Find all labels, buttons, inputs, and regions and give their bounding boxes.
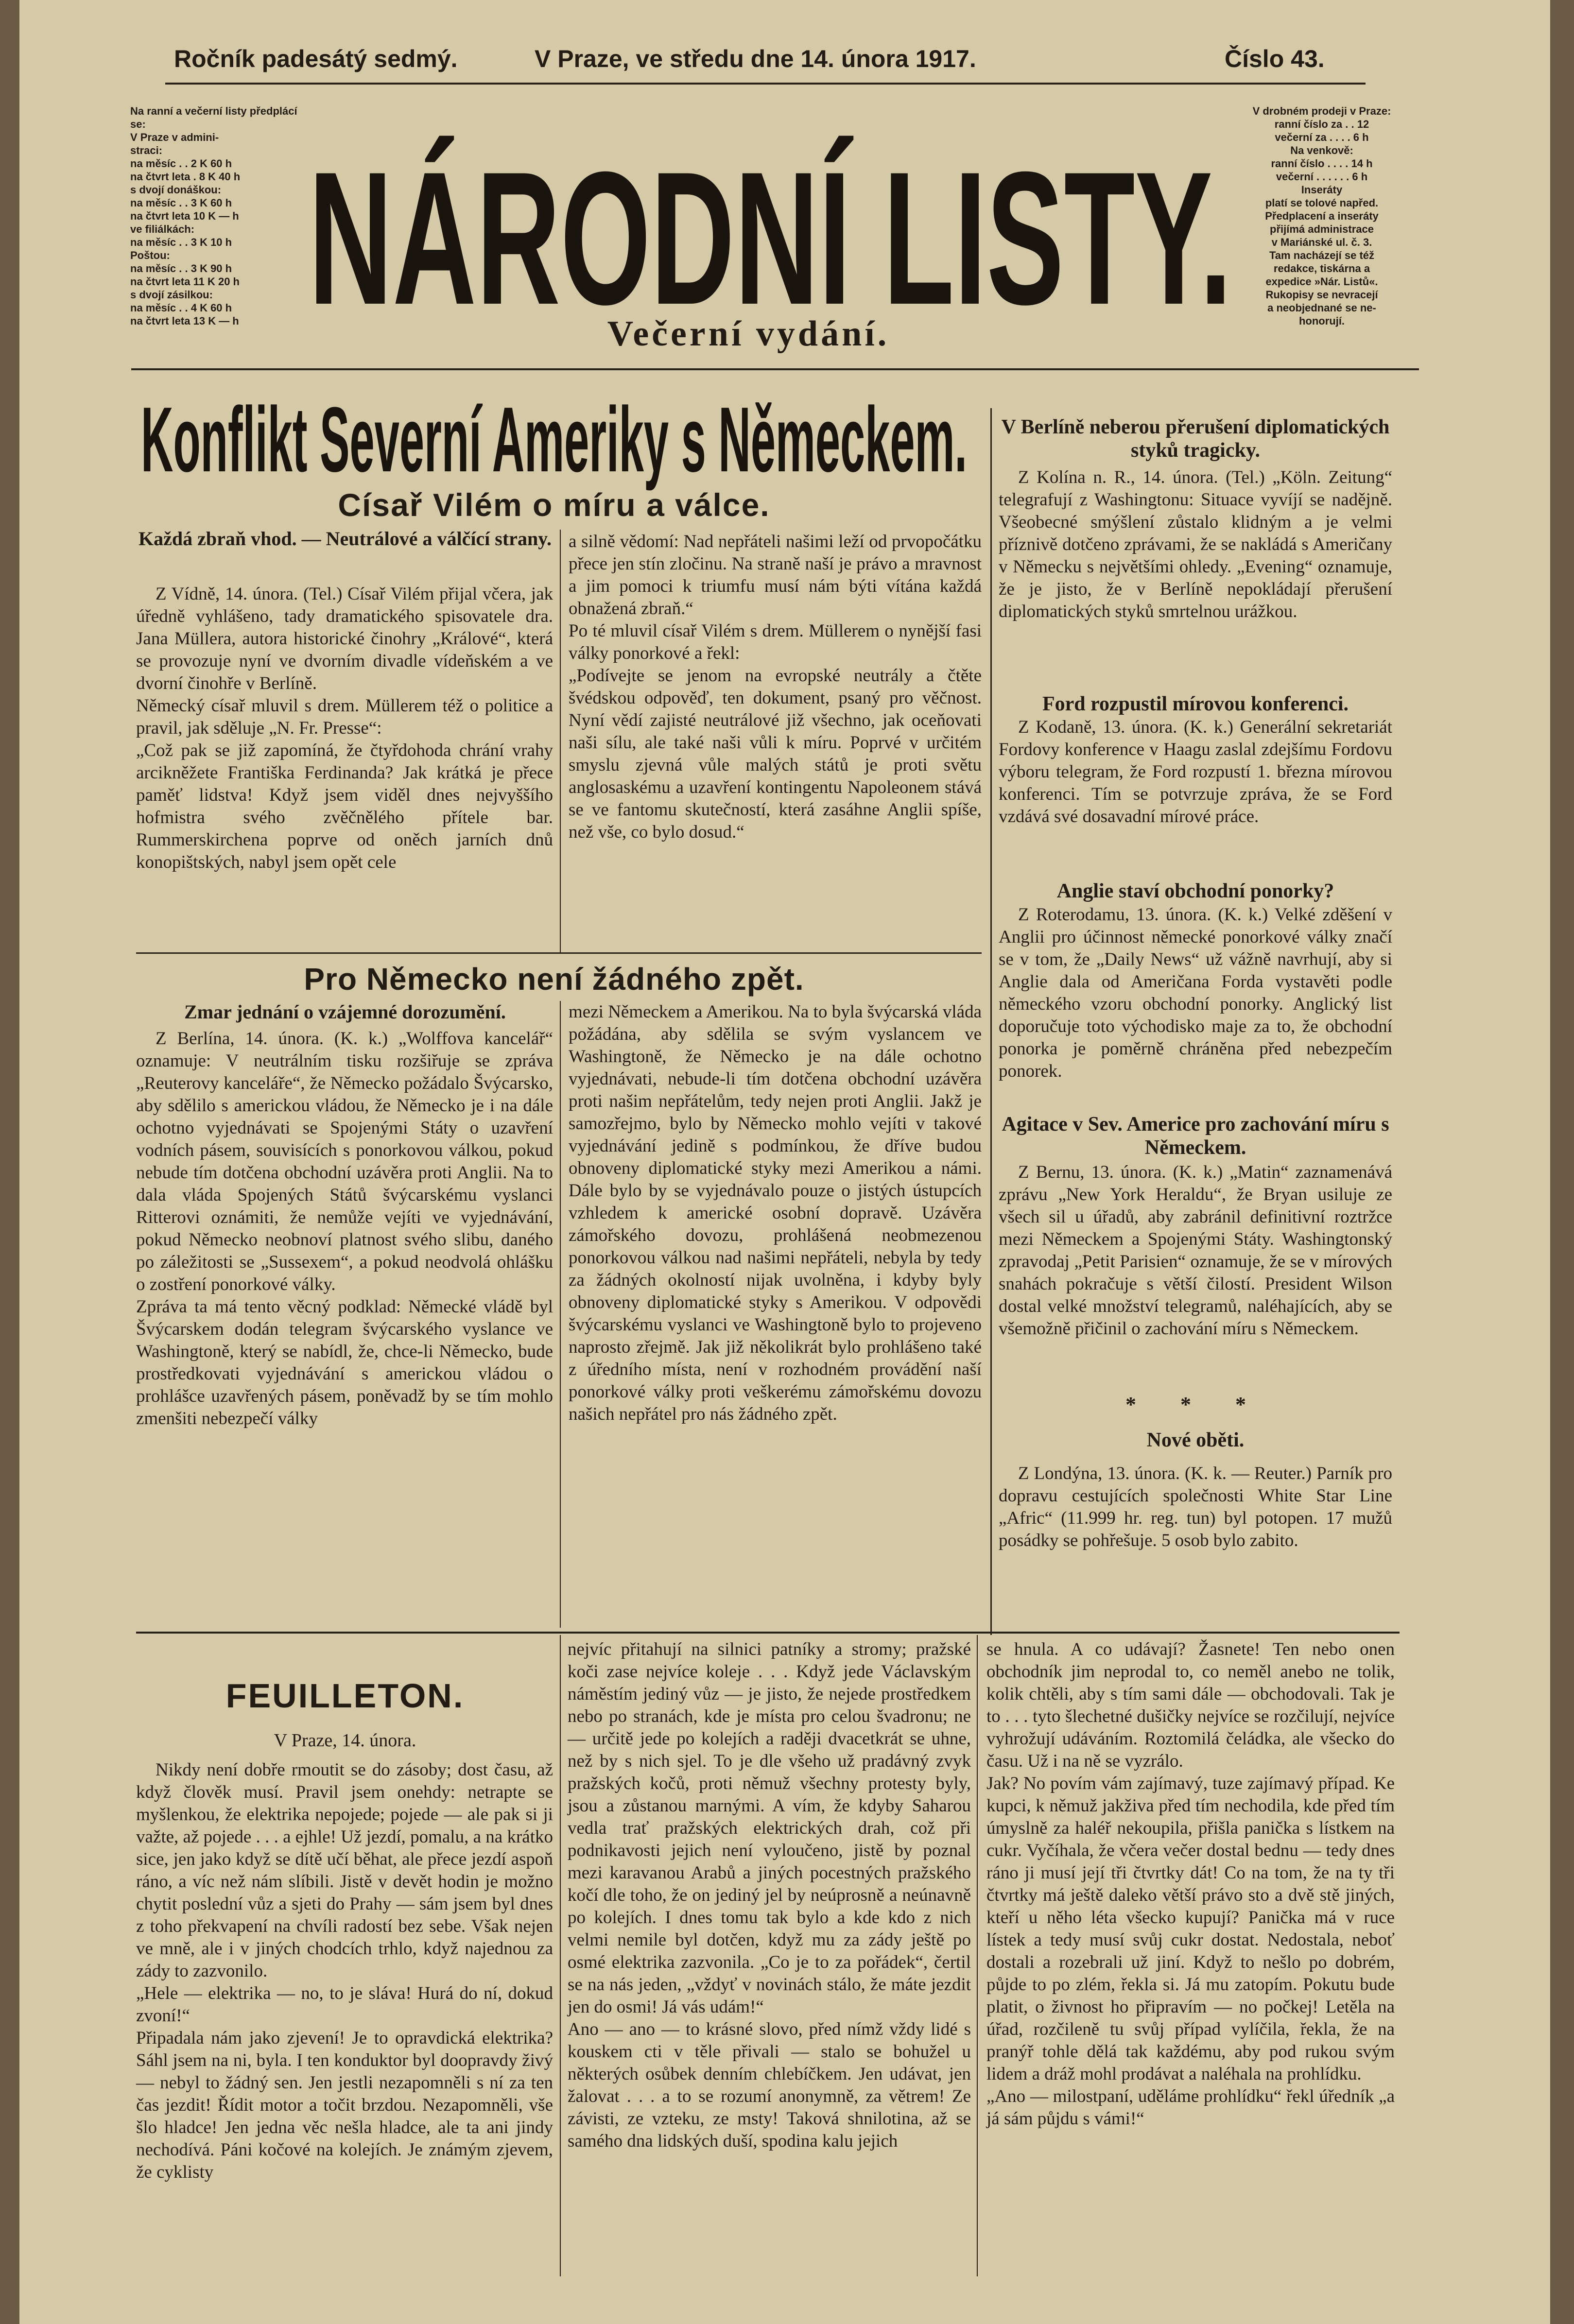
separator-stars: * * * xyxy=(1125,1393,1265,1416)
section2-subhead: Zmar jednání o vzájemné dorozumění. xyxy=(184,1001,506,1023)
feuilleton-title: FEUILLETON. xyxy=(225,1677,465,1715)
masthead-rule xyxy=(131,368,1419,370)
right-head-1: V Berlíně neberou přerušení diplomatických styků tragicky. xyxy=(1001,416,1390,462)
masthead-title: NÁRODNÍ LISTY. xyxy=(309,132,1232,344)
article1-col2: a silně vědomí: Nad nepřáteli našimi leží od prvopočátku přece jen stín zločinu. Na straně naší je právo a mravnost a jim pomoci k triumfu musí nám býti vítána každá obnažená zbraň.“ Po té mluvil císař Vilém s drem. Müllerem o nynější fasi války ponorkové a řekl: „Podívejte se jenom na evropské neutrály a čtěte švédskou odpověď, ten dokument, psaný pro věčnost. Nyní vědí zajisté neutrálové již všechno, jak oceňovati naši sílu, ale také naši vůli k míru. Poprvé v určitém smyslu zjevná vůle malých států je proti světu anglosaskému a uzavření kontingentu Napoleonem stává se ve fantomu skutečností, která zasáhne Anglii spíše, než vše, co bylo dosud.“ xyxy=(569,532,982,842)
right-head-4: Agitace v Sev. Americe pro zachování míru s Německem. xyxy=(1002,1113,1389,1159)
right-article-2: Z Kodaně, 13. února. (K. k.) Generální sekretariát Fordovy konference v Haagu zaslal zdejšímu Fordovu výboru telegram, že Ford rozpustí 1. března mírovou konferenci. Tím se potvrzuje zpráva, že se Ford vzdává své dosavadní mírové práce. xyxy=(999,717,1392,826)
feuilleton-col-rule-1 xyxy=(560,1635,561,2276)
feuilleton-col2: nejvíc přitahují na silnici patníky a stromy; pražské koči zase nejvíce koleje . . . Když jede Václavským náměstím jediný vůz — je jisto, že nejede prostředkem nebo po stranách, kde je místa pro celou švadronu; ne — určitě jede po kolejích a raději dvacetkrát se uhne, než by s nich sjel. To je dle všeho už pradávný zvyk pražských kočů, proti němuž všechny protesty byly, jsou a zůstanou marnými. A vím, že kdyby Saharou vedla trať pražských elektrických drah, což při podnikavosti jejich není vyloučeno, jistě by poznal mezi karavanou Arabů a jiných pocestných pražského kočí dle toho, že on jediný jel by neúprosně a neúnavně po kolejích. I dnes tomu tak bylo a kde kdo z nich velmi nemile byl dotčen, když mu za zády ještě po osmé elektrika zazvonila. „Co je to za pořádek“, čertil se na nás jeden, „vždyť v novinách stálo, že máte jezdit jen do osmi! Já vás udám!“ Ano — ano — to krásné slovo, před nímž vždy lidé s kouskem cti v těle přivali — stalo se bohužel u některých osůbek denním chlebíčkem. Jen udávat, jen žalovat . . . a to se rozumí anonymně, za větrem! Ze závisti, ze vzteku, ze msty! Taková shnilotina, až se samého dna lidských duší, spodina kalu jejich xyxy=(568,1639,971,2151)
article2-col1: Z Berlína, 14. února. (K. k.) „Wolffova kancelář“ oznamuje: V neutrálním tisku rozšiřuje se zpráva „Reuterovy kanceláře“, že Německo požádalo Švýcarsko, aby sdělilo s americkou vládou, že Německo je i na dále ochotno vyjednávati se Spojenými Státy o uzavření vodních pásem, souvisících s ponorkovou válkou, pokud nebude tím dotčena obchodní uzávěra proti Anglii. Na to dala vláda Spojených Států švýcarskému vyslanci Ritterovi oznámiti, že nemůže vejíti ve vyjednávání, pokud Německo neobnoví platnost svého slibu, daného po záležitosti se „Sussexem“, a pokud neodvolá ohlášku o zostření ponorkové války. Zpráva ta má tento věcný podklad: Německé vládě byl Švýcarskem dodán telegram švýcarského vyslance ve Washingtoně, který se nabídl, že, chce-li Německo, bude prostředkovati vyjednávání s americkou vládou o prohlášce uzavřených pásem, poněvadž by se tím mohlo zmenšiti nebezpečí války xyxy=(136,1029,553,1429)
section-rule xyxy=(136,952,982,954)
main-subhead: Císař Vilém o míru a válce. xyxy=(338,487,770,523)
subscription-box: Na ranní a večerní listy předplácí se: V Praze v admini- straci: na měsíc . . 2 K 60 h na čtvrt leta . 8 K 40 h s dvojí donáškou: na měsíc . . 3 K 60 h na čtvrt leta 10 K — h ve filiálkách: na měsíc . . 3 K 10 h Poštou: na měsíc . . 3 K 90 h na čtvrt leta 11 K 20 h s dvojí zásilkou: na měsíc . . 4 K 60 h na čtvrt leta 13 K — h xyxy=(130,105,297,327)
right-article-1: Z Kolína n. R., 14. února. (Tel.) „Köln. Zeitung“ telegrafují z Washingtonu: Situace vyvíjí se nadějně. Všeobecné smýšlení zůstalo klidným a je velmi příznivě dotčeno zprávami, že se nakládá s Američany v Německu s největšími ohledy. „Evening“ oznamuje, že je jisto, že v Berlíně nepokládají přerušení diplomatických styků smrtelnou urážkou. xyxy=(999,467,1392,621)
edition-label: Večerní vydání. xyxy=(607,314,890,354)
newspaper-page xyxy=(19,0,1550,2324)
section2-head: Pro Německo není žádného zpět. xyxy=(304,962,804,997)
article2-col2: mezi Německem a Amerikou. Na to byla švýcarská vláda požádána, aby sdělila se svým vyslancem ve Washingtoně, že Německo je na dále ochotno vyjednávati, nebude-li tím dotčena obchodní uzávěra proti našim nepřátelům, tedy nejen proti Anglii. Jakž je samozřejmo, bylo by Německo mohlo vejíti v takové vyjednávání jedině s podmínkou, že dříve budou obnoveny diplomatické styky mezi Amerikou a námi. Dále bylo by se vyjednávalo pouze o jistých ústupcích vzhledem k americké osobní dopravě. Uzávěra zámořského dovozu, prohlášená neobmezenou ponorkovou válkou nad našimi nepřáteli, nebyla by tedy za žádných okolností nijak uvolněna, i kdyby byly obnoveny diplomatické styky s Amerikou. V odpovědi švýcarskému vyslanci ve Washingtoně bylo to projeveno naprosto zřejmě. Jak již několikrát bylo prohlášeno také z úředního místa, není v rozhodném provádění naší ponorkové války proti veškerému zámořskému dovozu našich nepřátel pro nás žádného zpět. xyxy=(569,1002,982,1424)
issue-number: Číslo 43. xyxy=(1225,45,1325,72)
article1-col1: Z Vídně, 14. února. (Tel.) Císař Vilém přijal včera, jak úředně vyhlášeno, tady dramatického spisovatele dra. Jana Müllera, autora historické činohry „Králové“, která se provozuje nyní ve dvorním divadle vídeňském a ve dvorní činohře v Berlíně. Německý císař mluvil s drem. Müllerem též o politice a pravil, jak sděluje „N. Fr. Presse“: „Což pak se již zapomíná, že čtyřdohoda chrání vrahy arcikněžete Františka Ferdinanda? Jak krátká je přece paměť lidstva! Když jsem viděl dnes nejvyššího hofmistra svého zvěčnělého přítele bar. Rummerskirchena poprve od oněch jarních dnů konopištských, nabyl jsem opět cele xyxy=(136,584,553,872)
volume-label: Ročník padesátý sedmý. xyxy=(174,45,458,72)
feuilleton-rule xyxy=(136,1632,1400,1634)
right-article-5: Z Londýna, 13. února. (K. k. — Reuter.) Parník pro dopravu cestujících společnosti White Star Line „Afric“ (11.999 hr. reg. tun) byl potopen. 17 mužů posádky se pohřešuje. 5 osob bylo zabito. xyxy=(999,1463,1392,1550)
col-rule-2 xyxy=(560,1001,561,1628)
column-rule xyxy=(990,408,992,1635)
right-head-2: Ford rozpustil mírovou konferenci. xyxy=(1042,693,1349,715)
feuilleton-col-rule-2 xyxy=(977,1635,978,2276)
right-article-4: Z Bernu, 13. února. (K. k.) „Matin“ zaznamenává zprávu „New York Heraldu“, že Bryan usiluje ze všech sil u úřadů, aby zabránil definitivní roztržce mezi Německem a Spojenými Státy. Washingtonský zpravodaj „Petit Parisien“ oznamuje, že se v mírových snahách pokračuje s větší čilostí. President Wilson dostal velké množství telegramů, naléhajících, aby se všemožně přičinil o zachování míru s Německem. xyxy=(999,1162,1392,1339)
col-rule xyxy=(560,530,561,952)
main-headline: Konflikt Severní Ameriky s Německem. xyxy=(141,388,967,491)
right-head-3: Anglie staví obchodní ponorky? xyxy=(1056,880,1334,902)
dateline: V Praze, ve středu dne 14. února 1917. xyxy=(535,45,976,72)
feuilleton-col3: se hnula. A co udávají? Žasnete! Ten nebo onen obchodník jim neprodal to, co neměl anebo ne tolik, kolik chtěli, aby s tím sami dále — obchodovali. Tak je to . . . tyto šlechetné dušičky nejvíce se rozčilují, nejvíce vyhrožují udáváním. Roztomilá čeládka, ale všecko do času. Už i na ně se vyzrálo. Jak? No povím vám zajímavý, tuze zajímavý případ. Ke kupci, k němuž jakživa před tím nechodila, kde před tím úmyslně za haléř nekoupila, přišla panička s lístkem na cukr. Vyčíhala, že včera večer dostal bednu — tedy dnes ráno ji musí její tři čtvrtky dát! Co na tom, že na ty tři čtvrtky má ještě daleko větší právo sto a dvě stě jiných, kteří u něho léta všecko kupují? Panička má v ruce lístek a tedy musí svůj cukr dostat. Nedostala, neboť dostali a rozebrali už jiní. Když to nešlo po dobrém, půjde to po zlém, řekla si. Já mu zatopím. Pokutu bude platit, o živnost ho připravím — no počkej! Letěla na úřad, rozčileně tu svůj případ vylíčila, řekla, že na pranýř tohle dělá tak každému, aby pod rukou svým lidem a dráž mohl prodávat a naléhala na prohlídku. „Ano — milostpaní, uděláme prohlídku“ řekl úředník „a já sám půjdu s vámi!“ xyxy=(986,1639,1395,2129)
headline-box xyxy=(136,374,972,491)
feuilleton-dateline: V Praze, 14. února. xyxy=(274,1730,416,1751)
top-rule xyxy=(165,83,1366,85)
sales-box: V drobném prodeji v Praze: ranní číslo za . . 12 večerní za . . . . 6 h Na venkově: ranní číslo . . . . 14 h večerní . . . . . . 6 h Inseráty platí se tolové napřed. Předplacení a inseráty přijímá administrace v Mariánské ul. č. 3. Tam nacházejí se též redakce, tiskárna a expedice »Nár. Listů«. Rukopisy se nevracejí a neobjednané se ne- honorují. xyxy=(1252,105,1391,327)
article1-subhead: Každá zbraň vhod. — Neutrálové a válčící strany. xyxy=(138,528,552,550)
feuilleton-col1: Nikdy není dobře rmoutit se do zásoby; dost času, až když člověk musí. Pravil jsem onehdy: netrapte se myšlenkou, že elektrika nepojede; pojede — ale pak si ji važte, až pojede . . . a ejhle! Už jezdí, pomalu, a na krátko sice, jen jako když se dítě učí běhat, ale přece jezdí aspoň ráno, a víc než nám slíbili. Jistě v devět hodin je možno chytit poslední vůz a sjeti do Prahy — sám jsem byl dnes z toho překvapení na chvíli radostí bez sebe. Však nejen ve mně, ale i v jiných chodcích trhlo, když najednou za zády to zazvonilo. „Hele — elektrika — no, to je sláva! Hurá do ní, dokud zvoní!“ Připadala nám jako zjevení! Je to opravdická elektrika? Sáhl jsem na ni, byla. I ten konduktor byl doopravdy živý — nebyl to žádný sen. Jen jestli nezapomněli s ní za ten čas jezdit! Řídit motor a točit brzdou. Nezapomněli, vše šlo hladce! Jen jedna věc nešla hladce, ale ta ani jindy nechodívá. Páni kočové na kolejích. Je známým zjevem, že cyklisty xyxy=(136,1760,553,2182)
right-article-3: Z Roterodamu, 13. února. (K. k.) Velké zděšení v Anglii pro účinnost německé ponorkové války značí se v tom, že „Daily News“ už vážně navrhují, aby si Anglie dala od Američana Forda vystavěti podle německého vzoru obchodní ponorky. Anglický list doporučuje toto východisko maje za to, že obchodní ponorka je poměrně chráněna před nebezpečím ponorek. xyxy=(999,905,1392,1081)
headline-svg xyxy=(136,374,972,491)
right-head-5: Nové oběti. xyxy=(1146,1429,1245,1451)
